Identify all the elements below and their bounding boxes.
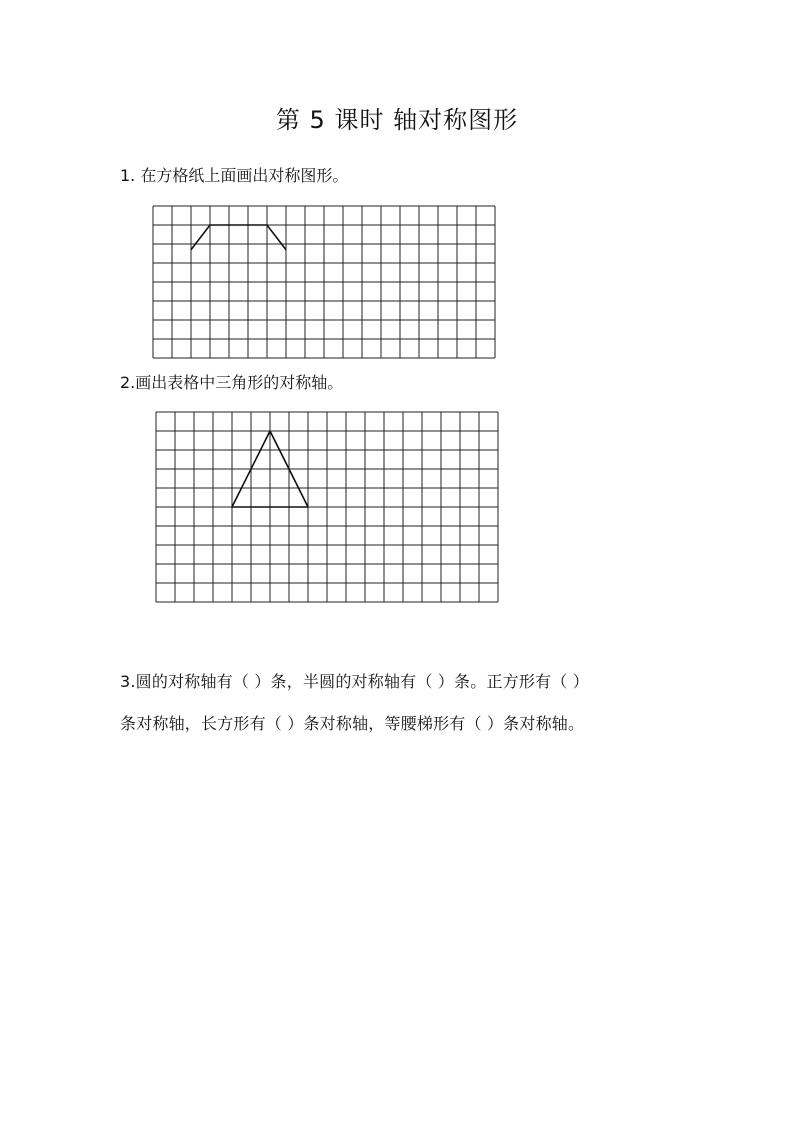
half-trapezoid-shape bbox=[191, 225, 286, 250]
grid-figure-2 bbox=[156, 412, 498, 602]
question-2: 2.画出表格中三角形的对称轴。 bbox=[120, 373, 344, 392]
question-3-line-1: 3.圆的对称轴有（ ）条，半圆的对称轴有（ ）条。正方形有（ ） bbox=[120, 672, 589, 691]
page-title: 第 5 课时 轴对称图形 bbox=[275, 106, 519, 134]
grid-figure-1 bbox=[153, 206, 495, 358]
question-1: 1. 在方格纸上面画出对称图形。 bbox=[120, 166, 349, 185]
question-3-line-2: 条对称轴，长方形有（ ）条对称轴，等腰梯形有（ ）条对称轴。 bbox=[120, 714, 585, 733]
